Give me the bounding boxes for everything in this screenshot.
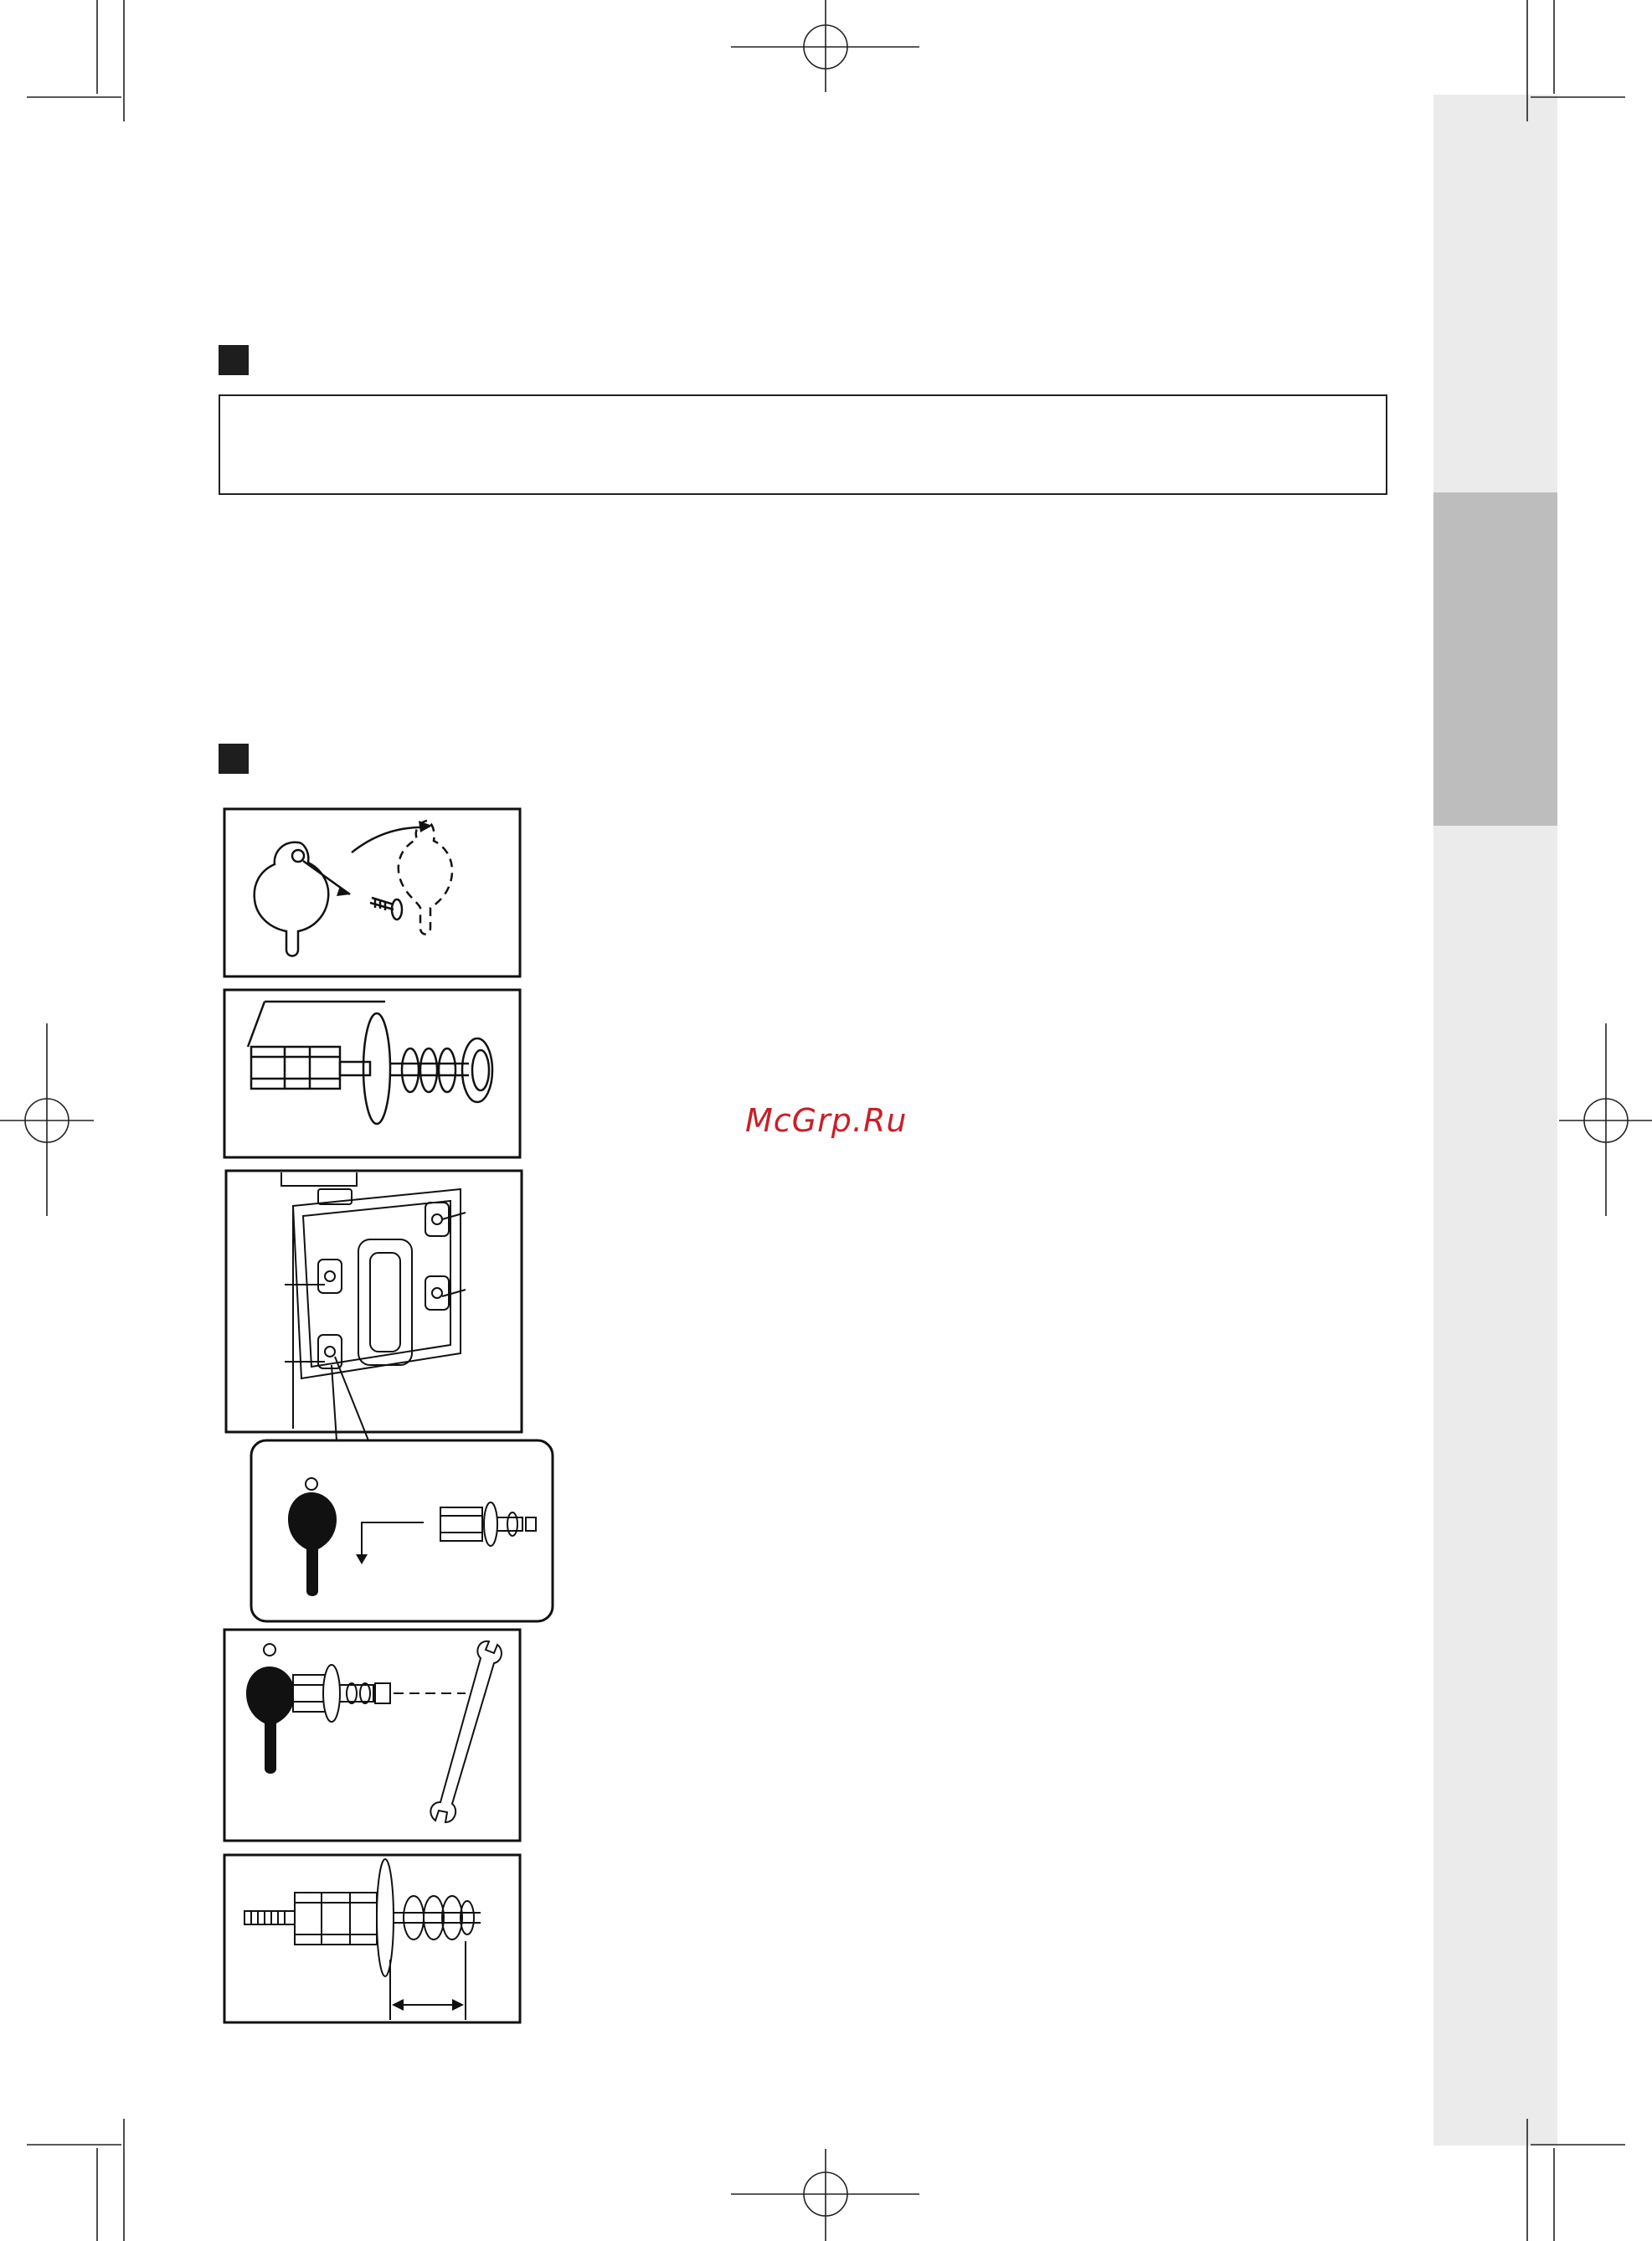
watermark: McGrp.Ru: [745, 1102, 908, 1139]
